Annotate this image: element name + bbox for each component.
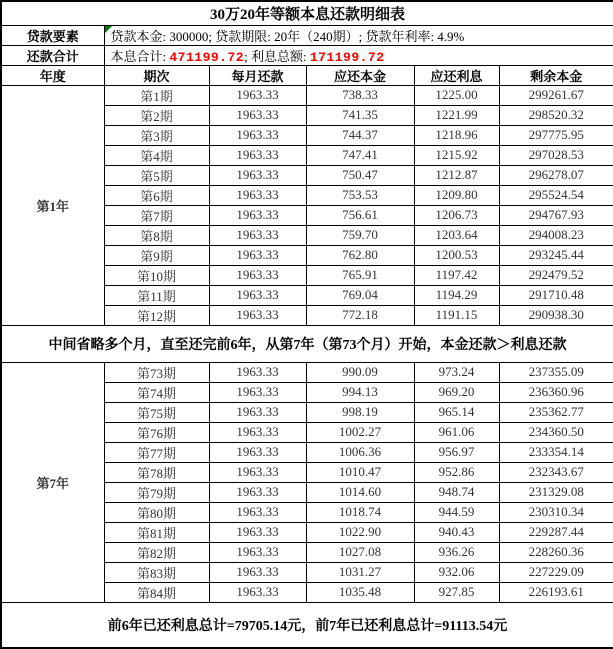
interest-due-cell: 1191.15 [414, 305, 499, 325]
principal-due-cell: 765.91 [306, 265, 414, 285]
repayment-total-row [1, 45, 613, 65]
period-cell: 第81期 [104, 522, 209, 542]
principal-due-cell: 1006.36 [306, 442, 414, 462]
remaining-principal-cell: 295524.54 [499, 185, 613, 205]
interest-due-cell: 936.26 [414, 542, 499, 562]
interest-amount-value: 171199.72 [309, 49, 385, 65]
monthly-payment-cell: 1963.33 [209, 185, 306, 205]
col-header-period: 期次 [104, 65, 209, 85]
principal-due-cell: 1014.60 [306, 482, 414, 502]
year7-section [1, 362, 613, 602]
period-cell: 第84期 [104, 582, 209, 602]
principal-due-cell: 738.33 [306, 85, 414, 105]
principal-due-cell: 762.80 [306, 245, 414, 265]
monthly-payment-cell: 1963.33 [209, 462, 306, 482]
middle-note-row [1, 325, 613, 362]
middle-note: 中间省略多个月，直至还完前6年，从第7年（第73个月）开始，本金还款＞利息还款 [1, 325, 613, 362]
interest-due-cell: 1200.53 [414, 245, 499, 265]
principal-due-cell: 759.70 [306, 225, 414, 245]
remaining-principal-cell: 228260.36 [499, 542, 613, 562]
title-row [1, 1, 613, 25]
interest-due-cell: 956.97 [414, 442, 499, 462]
monthly-payment-cell: 1963.33 [209, 165, 306, 185]
remaining-principal-cell: 237355.09 [499, 362, 613, 382]
monthly-payment-cell: 1963.33 [209, 562, 306, 582]
period-cell: 第75期 [104, 402, 209, 422]
remaining-principal-cell: 231329.08 [499, 482, 613, 502]
col-header-interest-due: 应还利息 [414, 65, 499, 85]
repayment-total-value-cell [104, 45, 613, 65]
remaining-principal-cell: 230310.34 [499, 502, 613, 522]
principal-due-cell: 753.53 [306, 185, 414, 205]
interest-due-cell: 948.74 [414, 482, 499, 502]
period-cell: 第11期 [104, 285, 209, 305]
monthly-payment-cell: 1963.33 [209, 402, 306, 422]
interest-due-cell: 1225.00 [414, 85, 499, 105]
total-prefix-label: 本息合计: [110, 48, 170, 64]
period-cell: 第77期 [104, 442, 209, 462]
monthly-payment-cell: 1963.33 [209, 265, 306, 285]
remaining-principal-cell: 232343.67 [499, 462, 613, 482]
period-cell: 第76期 [104, 422, 209, 442]
col-header-monthly-payment: 每月还款 [209, 65, 306, 85]
bottom-note-row [1, 602, 613, 648]
col-header-remaining-principal: 剩余本金 [499, 65, 613, 85]
page-title: 30万20年等额本息还款明细表 [1, 1, 613, 25]
interest-due-cell: 1221.99 [414, 105, 499, 125]
table-row [1, 362, 613, 382]
remaining-principal-cell: 297028.53 [499, 145, 613, 165]
principal-due-cell: 750.47 [306, 165, 414, 185]
remaining-principal-cell: 229287.44 [499, 522, 613, 542]
period-cell: 第78期 [104, 462, 209, 482]
monthly-payment-cell: 1963.33 [209, 442, 306, 462]
principal-due-cell: 741.35 [306, 105, 414, 125]
monthly-payment-cell: 1963.33 [209, 522, 306, 542]
interest-due-cell: 1194.29 [414, 285, 499, 305]
remaining-principal-cell: 291710.48 [499, 285, 613, 305]
cell-comment-marker-icon [105, 26, 112, 33]
total-amount-value: 471199.72 [169, 49, 245, 65]
interest-due-cell: 961.06 [414, 422, 499, 442]
period-cell: 第5期 [104, 165, 209, 185]
table-row [1, 85, 613, 105]
interest-due-cell: 1212.87 [414, 165, 499, 185]
loan-elements-row [1, 25, 613, 45]
monthly-payment-cell: 1963.33 [209, 305, 306, 325]
period-cell: 第9期 [104, 245, 209, 265]
monthly-payment-cell: 1963.33 [209, 502, 306, 522]
principal-due-cell: 756.61 [306, 205, 414, 225]
interest-due-cell: 932.06 [414, 562, 499, 582]
period-cell: 第74期 [104, 382, 209, 402]
interest-due-cell: 927.85 [414, 582, 499, 602]
monthly-payment-cell: 1963.33 [209, 582, 306, 602]
remaining-principal-cell: 294008.23 [499, 225, 613, 245]
period-cell: 第3期 [104, 125, 209, 145]
period-cell: 第8期 [104, 225, 209, 245]
monthly-payment-cell: 1963.33 [209, 145, 306, 165]
bottom-note: 前6年已还利息总计=79705.14元，前7年已还利息总计=91113.54元 [1, 602, 613, 648]
period-cell: 第83期 [104, 562, 209, 582]
interest-due-cell: 952.86 [414, 462, 499, 482]
period-cell: 第10期 [104, 265, 209, 285]
monthly-payment-cell: 1963.33 [209, 85, 306, 105]
year1-section [1, 85, 613, 325]
loan-elements-value-cell [104, 25, 613, 45]
principal-due-cell: 772.18 [306, 305, 414, 325]
interest-due-cell: 1203.64 [414, 225, 499, 245]
period-cell: 第6期 [104, 185, 209, 205]
interest-due-cell: 944.59 [414, 502, 499, 522]
period-cell: 第80期 [104, 502, 209, 522]
interest-due-cell: 973.24 [414, 362, 499, 382]
remaining-principal-cell: 226193.61 [499, 582, 613, 602]
monthly-payment-cell: 1963.33 [209, 285, 306, 305]
interest-due-cell: 1218.96 [414, 125, 499, 145]
remaining-principal-cell: 235362.77 [499, 402, 613, 422]
monthly-payment-cell: 1963.33 [209, 125, 306, 145]
remaining-principal-cell: 236360.96 [499, 382, 613, 402]
remaining-principal-cell: 297775.95 [499, 125, 613, 145]
principal-due-cell: 998.19 [306, 402, 414, 422]
interest-due-cell: 965.14 [414, 402, 499, 422]
repayment-total-label: 还款合计 [1, 45, 104, 65]
interest-due-cell: 1197.42 [414, 265, 499, 285]
interest-due-cell: 1206.73 [414, 205, 499, 225]
principal-due-cell: 1010.47 [306, 462, 414, 482]
period-cell: 第82期 [104, 542, 209, 562]
principal-due-cell: 1022.90 [306, 522, 414, 542]
remaining-principal-cell: 290938.30 [499, 305, 613, 325]
monthly-payment-cell: 1963.33 [209, 482, 306, 502]
column-header-row [1, 65, 613, 85]
principal-due-cell: 1031.27 [306, 562, 414, 582]
period-cell: 第12期 [104, 305, 209, 325]
monthly-payment-cell: 1963.33 [209, 245, 306, 265]
period-cell: 第4期 [104, 145, 209, 165]
remaining-principal-cell: 298520.32 [499, 105, 613, 125]
remaining-principal-cell: 227229.09 [499, 562, 613, 582]
monthly-payment-cell: 1963.33 [209, 105, 306, 125]
remaining-principal-cell: 292479.52 [499, 265, 613, 285]
monthly-payment-cell: 1963.33 [209, 542, 306, 562]
year-cell: 第7年 [1, 362, 104, 602]
loan-elements-label: 贷款要素 [1, 25, 104, 45]
monthly-payment-cell: 1963.33 [209, 205, 306, 225]
monthly-payment-cell: 1963.33 [209, 225, 306, 245]
remaining-principal-cell: 293245.44 [499, 245, 613, 265]
interest-due-cell: 940.43 [414, 522, 499, 542]
remaining-principal-cell: 296278.07 [499, 165, 613, 185]
monthly-payment-cell: 1963.33 [209, 422, 306, 442]
remaining-principal-cell: 234360.50 [499, 422, 613, 442]
loan-elements-value: 贷款本金: 300000; 贷款期限: 20年（240期）; 贷款年利率: 4.9% [110, 28, 465, 44]
principal-due-cell: 1035.48 [306, 582, 414, 602]
interest-due-cell: 1215.92 [414, 145, 499, 165]
monthly-payment-cell: 1963.33 [209, 382, 306, 402]
interest-due-cell: 969.20 [414, 382, 499, 402]
principal-due-cell: 769.04 [306, 285, 414, 305]
period-cell: 第1期 [104, 85, 209, 105]
principal-due-cell: 1027.08 [306, 542, 414, 562]
principal-due-cell: 1018.74 [306, 502, 414, 522]
principal-due-cell: 744.37 [306, 125, 414, 145]
remaining-principal-cell: 233354.14 [499, 442, 613, 462]
principal-due-cell: 1002.27 [306, 422, 414, 442]
principal-due-cell: 994.13 [306, 382, 414, 402]
principal-due-cell: 747.41 [306, 145, 414, 165]
period-cell: 第79期 [104, 482, 209, 502]
year-cell: 第1年 [1, 85, 104, 325]
interest-prefix-label: ; 利息总额: [244, 48, 310, 64]
period-cell: 第73期 [104, 362, 209, 382]
remaining-principal-cell: 294767.93 [499, 205, 613, 225]
monthly-payment-cell: 1963.33 [209, 362, 306, 382]
col-header-year: 年度 [1, 65, 104, 85]
period-cell: 第2期 [104, 105, 209, 125]
col-header-principal-due: 应还本金 [306, 65, 414, 85]
principal-due-cell: 990.09 [306, 362, 414, 382]
interest-due-cell: 1209.80 [414, 185, 499, 205]
remaining-principal-cell: 299261.67 [499, 85, 613, 105]
period-cell: 第7期 [104, 205, 209, 225]
